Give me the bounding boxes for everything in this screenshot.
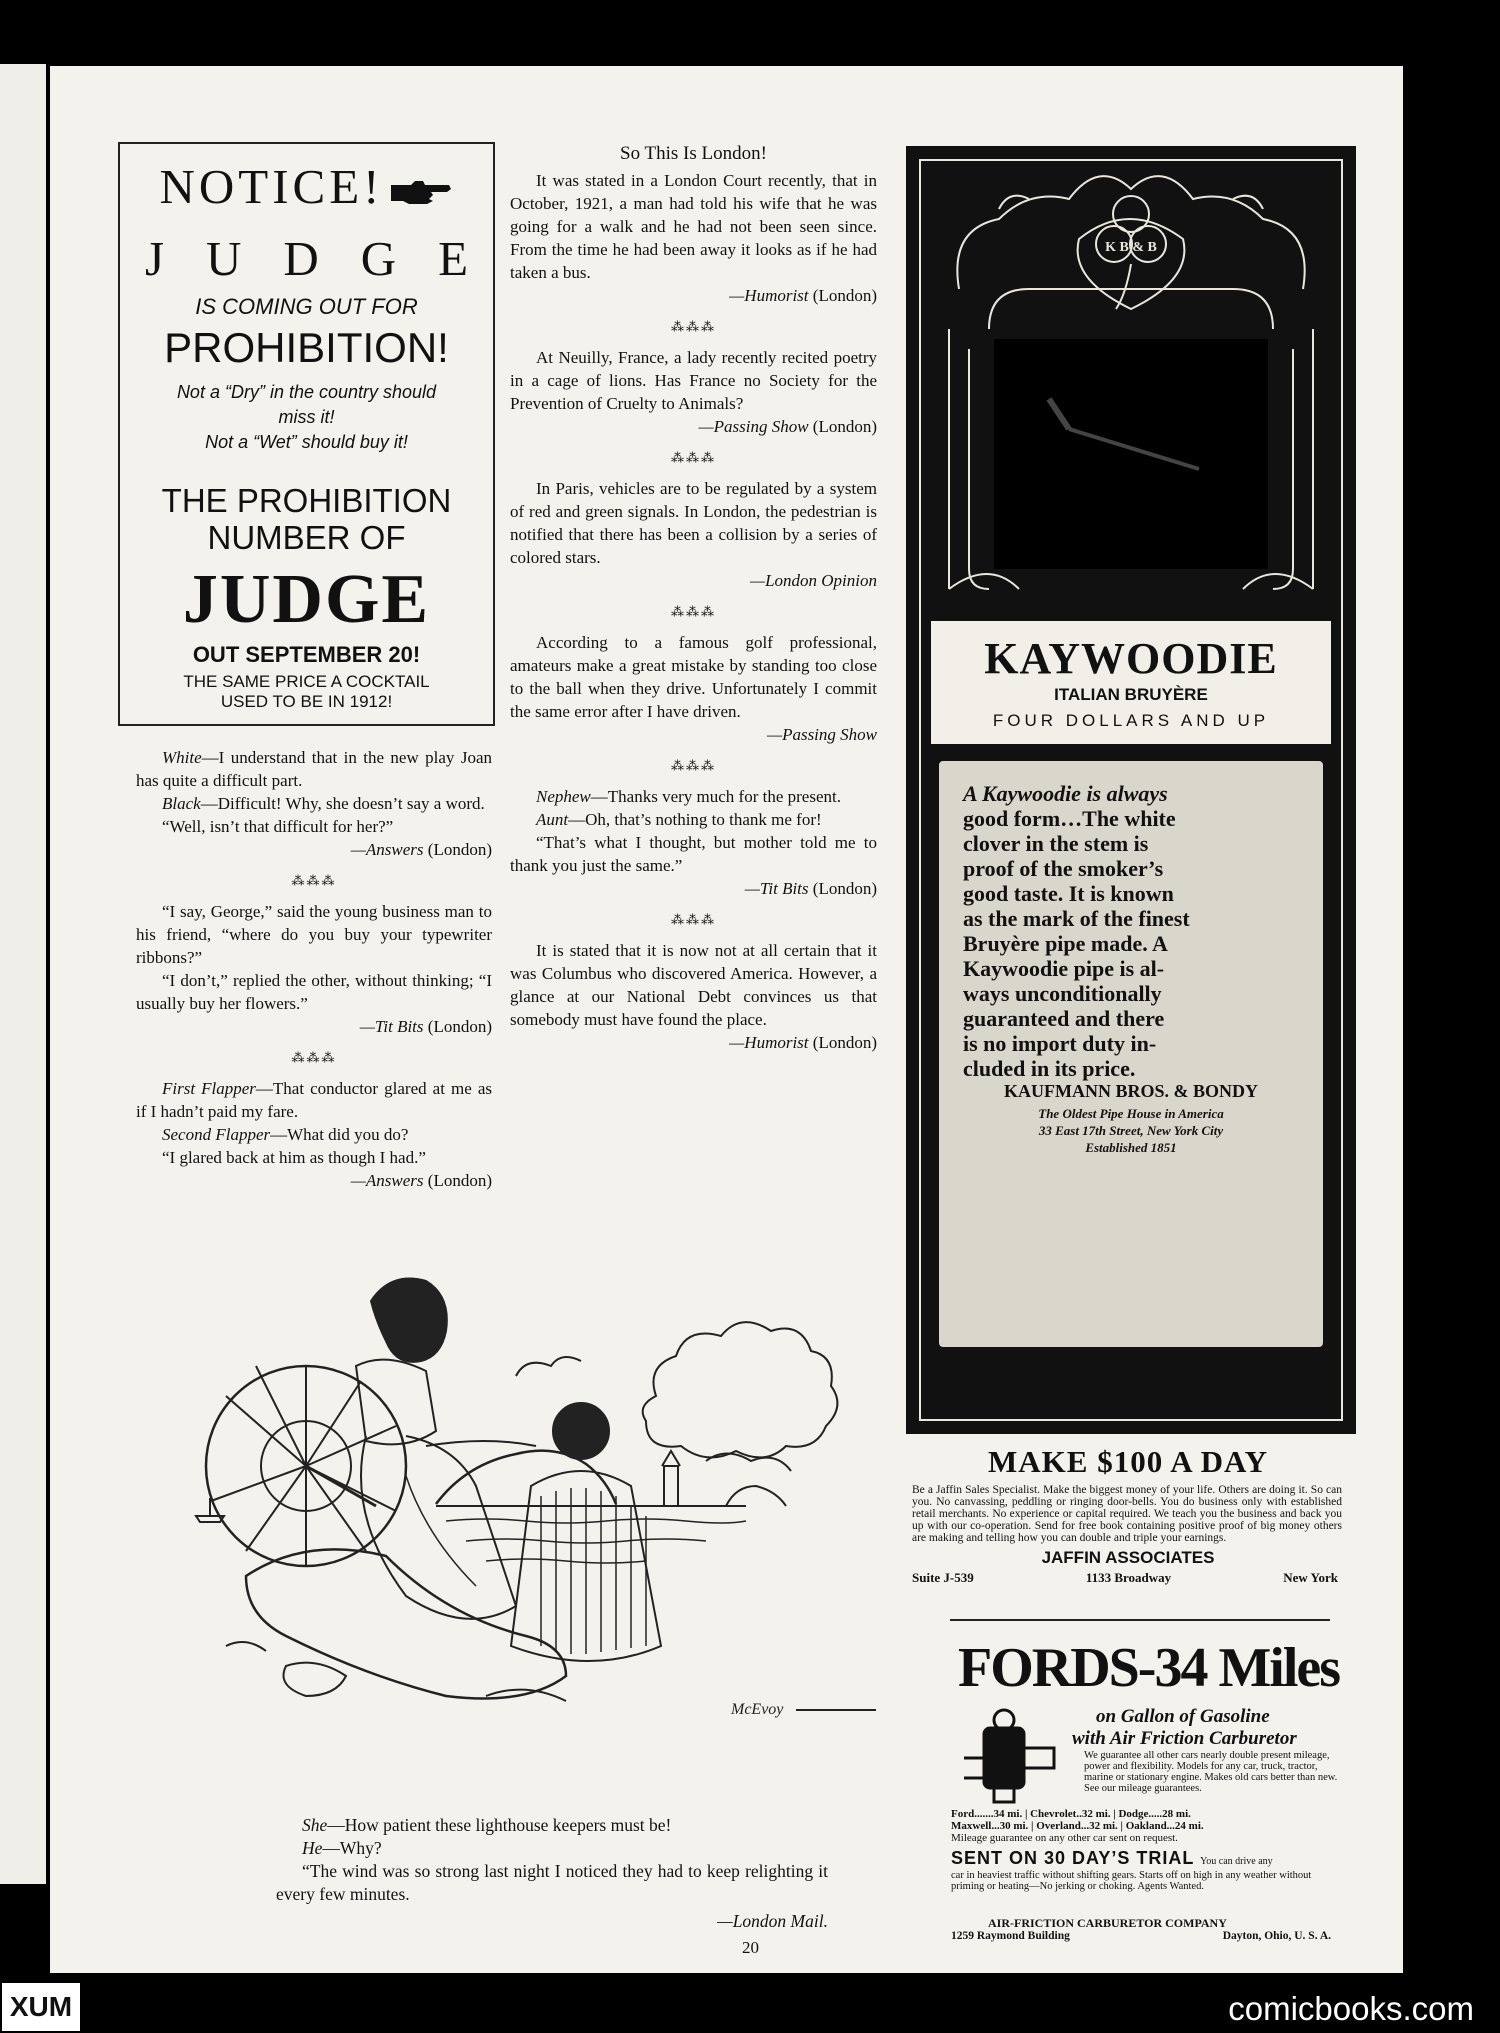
- joke-flappers: First Flapper—That conductor glared at me as if I hadn’t paid my fare. Second Flapper—What did you do? “I glared back at him as though I had.” —Answers (London): [136, 1079, 492, 1190]
- magazine-page: [50, 66, 1403, 1973]
- item-signals: In Paris, vehicles are to be regulated by a system of red and green signals. In London, the pedestrian is notified that there has been a collision by a series of colored stars. —London Opinion: [510, 479, 877, 590]
- divider-stars: ⁂⁂⁂: [671, 450, 716, 465]
- prohibition-headline: PROHIBITION!: [164, 324, 449, 371]
- page-number: 20: [742, 1938, 759, 1957]
- divider-stars: ⁂⁂⁂: [671, 912, 716, 927]
- brand-name: KAYWOODIE: [984, 634, 1278, 683]
- fords-headline: FORDS-34 Miles: [958, 1637, 1340, 1699]
- kaywoodie-brand-label: [929, 619, 1333, 746]
- fords-body: We guarantee all other cars nearly double present mileage, power and flexibility. Models for any car, truck, tractor, marine or stationary engine. Makes old cars better than new. See our mileage guarantees.: [1084, 1750, 1338, 1794]
- item-golf: According to a famous golf professional, amateurs make a great mistake by standing too close to the ball when they drive. Unfortunately I commit the same error after I have driven. —Passing Show: [510, 633, 877, 744]
- jaffin-company: JAFFIN ASSOCIATES: [1041, 1548, 1215, 1567]
- kaywoodie-copy: A Kaywoodie is always good form…The white clover in the stem is proof of the smoker’s good taste. It is known as the mark of the finest Bruyère pipe made. A Kaywoodie pipe is al- ways unconditionally guaranteed and there is no import duty in- cluded in its price.: [963, 781, 1190, 1081]
- column-title: So This Is London!: [620, 143, 767, 164]
- left-page-edge: [0, 64, 46, 1884]
- coming-out-line: IS COMING OUT FOR: [195, 294, 418, 319]
- carburetor-illustration: [954, 1708, 1074, 1808]
- source-tag: XUM: [0, 1981, 82, 2033]
- trial-offer: SENT ON 30 DAY’S TRIAL You can drive any: [951, 1848, 1273, 1868]
- out-date: OUT SEPTEMBER 20!: [192, 642, 421, 667]
- fords-sub2: with Air Friction Carburetor: [1072, 1728, 1297, 1749]
- item-lions: At Neuilly, France, a lady recently recited poetry in a cage of lions. Has France no Society for the Prevention of Cruelty to Animals? —Passing Show (London): [510, 348, 877, 436]
- ad-divider: [950, 1619, 1330, 1621]
- price-line: THE SAME PRICE A COCKTAIL USED TO BE IN 1912!: [183, 672, 430, 711]
- fords-carburetor-ad: [906, 1626, 1350, 1956]
- cartoon-caption: She—How patient these lighthouse keepers must be! He—Why? “The wind was so strong last night I noticed they had to keep relighting it every few minutes. —London Mail.: [276, 1815, 828, 1931]
- item-bus: It was stated in a London Court recently, that in October, 1921, a man had told his wife that he was going for a walk and he had not been seen since. From the time he had been away it looks as if he had taken a bus. —Humorist (London): [510, 171, 877, 305]
- left-joke-column: [136, 746, 492, 1192]
- fords-body-2: car in heaviest traffic without shifting gears. Starts off on high in any weather without priming or heating—No jerking or choking. Agents Wanted.: [951, 1870, 1312, 1892]
- fords-company: AIR-FRICTION CARBURETOR COMPANY: [988, 1916, 1227, 1930]
- artist-signature: McEvoy: [731, 1701, 784, 1718]
- brand-subtitle: ITALIAN BRUYÈRE: [1054, 685, 1208, 704]
- jaffin-address: Suite J-539 1133 Broadway New York: [912, 1570, 1338, 1585]
- divider-stars: ⁂⁂⁂: [291, 1050, 337, 1065]
- maker-name: KAUFMANN BROS. & BONDY: [1004, 1081, 1258, 1101]
- jaffin-ad: [906, 1444, 1350, 1614]
- pointing-hand-icon: [389, 179, 453, 205]
- item-nephew-aunt: Nephew—Thanks very much for the present. Aunt—Oh, that’s nothing to thank me for! “That’s what I thought, but mother told me to thank you just the same.” —Tit Bits (London): [510, 787, 877, 898]
- kaywoodie-copy-panel: [939, 761, 1323, 1347]
- kaywoodie-ornament-illustration: [929, 169, 1333, 609]
- watermark: comicbooks.com: [1228, 1990, 1474, 2027]
- lighthouse-cartoon-illustration: [186, 1246, 886, 1806]
- kb-monogram: K B & B: [1105, 240, 1157, 255]
- fords-sub1: on Gallon of Gasoline: [1096, 1706, 1270, 1727]
- judge-big-title: JUDGE: [182, 561, 431, 638]
- divider-stars: ⁂⁂⁂: [291, 873, 337, 888]
- item-columbus: It is stated that it is now not at all certain that it was Columbus who discovered America. However, a glance at our National Debt convinces us that somebody must have found the place. —Humorist (London): [510, 941, 877, 1052]
- divider-stars: ⁂⁂⁂: [671, 758, 716, 773]
- jaffin-body: Be a Jaffin Sales Specialist. Make the biggest money of your life. Others are doing it. So can you. No canvassing, peddling or ringing door-bells. You do business only with established retail merchants. No experience or capital required. We teach you the business and back you up with our co-operation. Send for free book containing positive proof of big money others are making and telling how you can double and triple your earnings.: [912, 1484, 1342, 1544]
- judge-notice-box: [118, 142, 495, 726]
- dry-wet-lines: Not a “Dry” in the country should miss it! Not a “Wet” should buy it!: [176, 382, 437, 452]
- kaywoodie-ad: [906, 146, 1356, 1434]
- divider-stars: ⁂⁂⁂: [671, 319, 716, 334]
- notice-heading: NOTICE!: [120, 158, 493, 215]
- jaffin-headline: MAKE $100 A DAY: [988, 1444, 1268, 1479]
- joke-white-black: White—I understand that in the new play Joan has quite a difficult part. Black—Difficult! Why, she doesn’t say a word. “Well, isn’t that difficult for her?” —Answers (London): [136, 748, 492, 859]
- fords-address: 1259 Raymond Building Dayton, Ohio, U. S. A.: [951, 1930, 1331, 1942]
- maker-address: The Oldest Pipe House in America 33 East 17th Street, New York City Established 1851: [1038, 1106, 1224, 1155]
- price-line: FOUR DOLLARS AND UP: [992, 711, 1270, 730]
- prohibition-number-line: THE PROHIBITION NUMBER OF: [161, 482, 452, 556]
- middle-joke-column: [510, 142, 877, 1054]
- mileage-table: Ford.......34 mi. | Chevrolet..32 mi. | Dodge.....28 mi. Maxwell...30 mi. | Overland...32 mi. | Oakland...24 mi. Mileage guarantee on any other car sent on request.: [951, 1808, 1204, 1844]
- judge-spaced-title: J U D G E: [145, 231, 468, 286]
- divider-stars: ⁂⁂⁂: [671, 604, 716, 619]
- joke-typewriter-ribbons: “I say, George,” said the young business man to his friend, “where do you buy your typewriter ribbons?” “I don’t,” replied the other, without thinking; “I usually buy her flowers.” —Tit Bits (London): [136, 902, 492, 1036]
